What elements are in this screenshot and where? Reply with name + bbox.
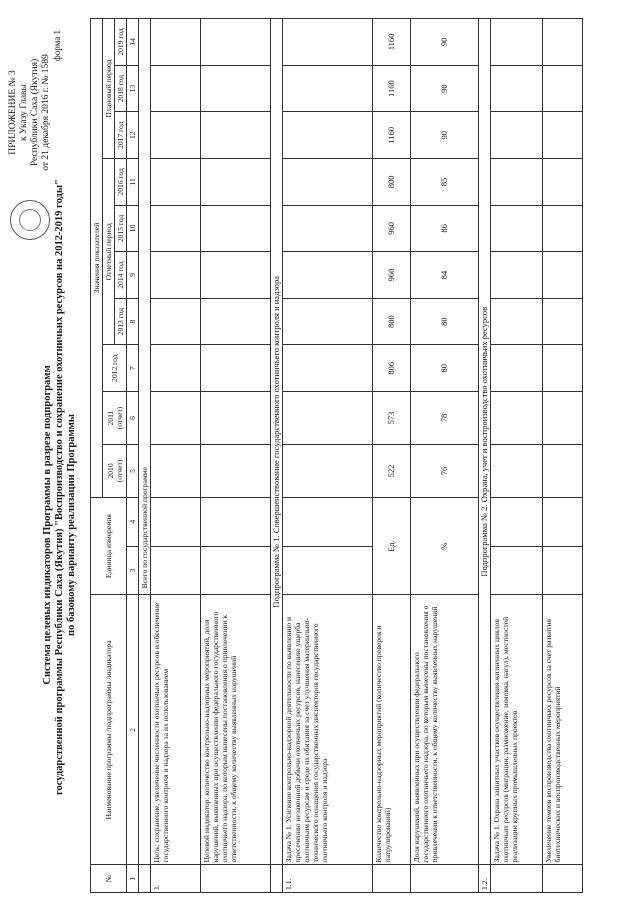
title-line: государственной программы Республики Саха (Якутия) "Воспроизводство и сохранение охотничьих ресурсов на 2012-2019 годы" xyxy=(54,179,65,795)
header-reporting-period: Отчетный период xyxy=(103,159,115,345)
value-cell: 80 xyxy=(411,298,479,345)
header-year-2010: 2010 (отчет) xyxy=(103,444,127,497)
section-row-total xyxy=(139,19,151,893)
row-number: 1. xyxy=(151,865,201,893)
col-number: 9 xyxy=(127,252,139,299)
value-cell: 960 xyxy=(373,205,411,252)
row-unit: Ед. xyxy=(373,497,411,594)
table-row xyxy=(491,19,543,893)
row-number: 1.2. xyxy=(479,865,491,893)
title-line: по базовому варианту реализации Программы xyxy=(66,414,77,636)
official-seal-icon xyxy=(10,200,50,240)
row-name: Целевой индикатор: количество контрольно-надзорных мероприятий, доля нарушений, выявленных при осуществлении федерального государственного охотничьего надзора, по которым вынесены постановления о привлечении к ответственности, к общему количеству выявленных нарушений xyxy=(201,595,271,865)
value-cell: 78 xyxy=(411,392,479,445)
table-row xyxy=(411,19,479,893)
indicators-table xyxy=(90,18,583,893)
header-year-2015: 2015 год xyxy=(115,205,127,252)
value-cell: 90 xyxy=(411,19,479,66)
appendix-line: Республики Саха (Якутия) xyxy=(30,58,40,167)
value-cell: 573 xyxy=(373,392,411,445)
header-name: Наименование программы /подпрограммы /индикатора xyxy=(91,595,127,865)
header-plan-period: Плановый период xyxy=(103,19,115,159)
value-cell: 800 xyxy=(373,159,411,206)
appendix-block xyxy=(8,30,52,195)
col-number: 6 xyxy=(127,392,139,445)
form-label: форма 1 xyxy=(52,30,62,62)
col-number: 5 xyxy=(127,444,139,497)
col-number: 2 xyxy=(127,595,139,865)
value-cell: 80 xyxy=(411,345,479,392)
col-number: 12 xyxy=(127,112,139,159)
header-unit: Единица измерения xyxy=(91,497,127,594)
appendix-line: от 21 декабря 2016 г. № 1589 xyxy=(41,54,51,171)
value-cell: 90 xyxy=(411,112,479,159)
header-year-2016: 2016 год xyxy=(115,159,127,206)
section-title: Подпрограмма № 1. Совершенствование государственного охотничьего контроля и надзора xyxy=(271,19,283,865)
section-title: Всего по государственной программе xyxy=(139,19,151,595)
col-number: 4 xyxy=(127,497,139,546)
value-cell: 86 xyxy=(411,205,479,252)
table-row xyxy=(151,19,201,893)
value-cell: 85 xyxy=(411,159,479,206)
col-number: 1 xyxy=(127,865,139,893)
value-cell: 76 xyxy=(411,444,479,497)
row-name: Количество контрольно-надзорных мероприятий (количество проверок и патрулирований) xyxy=(373,595,411,865)
table-row xyxy=(373,19,411,893)
table-row xyxy=(201,19,271,893)
header-year-2012: 2012 год xyxy=(103,345,127,392)
value-cell: 1160 xyxy=(373,65,411,112)
value-cell: 84 xyxy=(411,252,479,299)
document-title xyxy=(42,179,78,795)
table-row xyxy=(283,19,373,893)
value-cell: 90 xyxy=(411,65,479,112)
value-cell: 1160 xyxy=(373,19,411,66)
section-title: Подпрограмма № 2. Охрана, учет и воспроизводство охотничьих ресурсов xyxy=(479,19,491,865)
appendix-line: к Указу Главы xyxy=(19,84,29,141)
header-year-2019: 2019 год xyxy=(115,19,127,66)
title-line: Система целевых индикаторов Программы в разрезе подпрограмм xyxy=(42,365,53,685)
value-cell: 806 xyxy=(373,345,411,392)
row-name: Доля нарушений, выявленных при осуществлении федерального государственного охотничьего надзора, по которым вынесены постановления о привлечении к ответственности, к общему количеству выявленных нарушений xyxy=(411,595,479,865)
header-year-2014: 2014 год xyxy=(115,252,127,299)
value-cell: 522 xyxy=(373,444,411,497)
col-number: 3 xyxy=(127,546,139,595)
col-number: 7 xyxy=(127,345,139,392)
header-year-2013: 2013 год xyxy=(115,298,127,345)
row-name: Задача № 1. Усиление контрольно-надзорной деятельности по выявлению и пресечению незаконной добычи охотничьих ресурсов, нанесению ущерба охотничьим ресурсам и среде их обитания за счет улучшения материально-технического оснащения государственных инспекторов государственного охотничьего контроля и надзора xyxy=(283,595,373,865)
row-name: Увеличение темпов воспроизводства охотничьих ресурсов за счет развития биотехнических и воспроизводственных мероприятий xyxy=(543,595,583,865)
value-cell: 1160 xyxy=(373,112,411,159)
row-number: 1.1. xyxy=(283,865,373,893)
row-unit: % xyxy=(411,497,479,594)
table-row xyxy=(543,19,583,893)
header-year-2011: 2011 (отчет) xyxy=(103,392,127,445)
col-number: 11 xyxy=(127,159,139,206)
header-num: № xyxy=(91,865,127,893)
row-name: Задача № 1. Охрана защитных участков осуществления жизненных циклов охотничьих ресурсов (миграции, размножение, зимовка, нагул), местностей реализации крупных промышленных проектов xyxy=(491,595,543,865)
col-number: 13 xyxy=(127,65,139,112)
col-number: 8 xyxy=(127,298,139,345)
value-cell: 960 xyxy=(373,252,411,299)
header-year-2018: 2018 год xyxy=(115,65,127,112)
section-row-sub2 xyxy=(479,19,491,893)
col-number: 10 xyxy=(127,205,139,252)
header-year-2017: 2017 год xyxy=(115,112,127,159)
section-row-sub1 xyxy=(271,19,283,893)
appendix-line: ПРИЛОЖЕНИЕ № 3 xyxy=(8,70,18,155)
value-cell: 800 xyxy=(373,298,411,345)
row-name: Цель: сохранение, увеличение численности охотничьих ресурсов и обеспечение государственного контроля и надзора за их использованием xyxy=(151,595,201,865)
column-numbers-row xyxy=(127,19,139,893)
col-number: 14 xyxy=(127,19,139,66)
header-values: Значения показателей xyxy=(91,19,103,498)
